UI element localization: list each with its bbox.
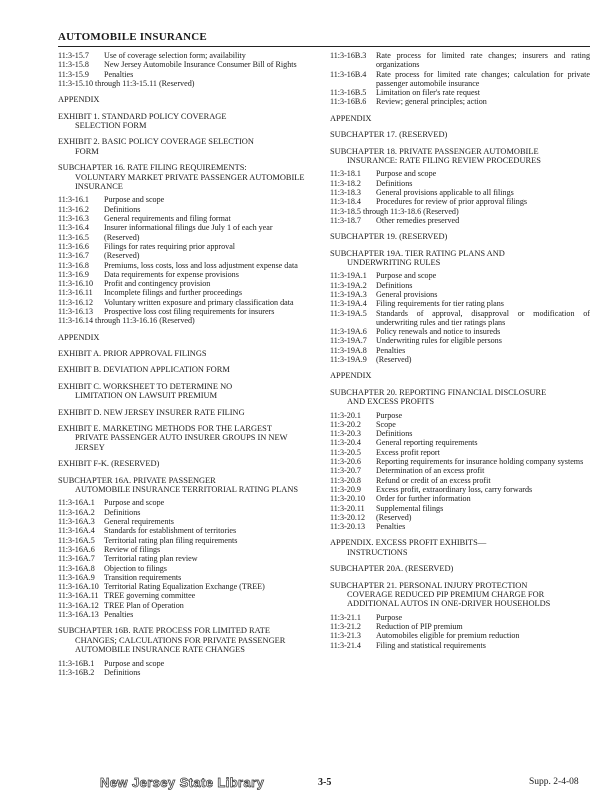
heading-line: EXHIBIT 1. STANDARD POLICY COVERAGE xyxy=(58,111,227,121)
supplement-date: Supp. 2-4-08 xyxy=(529,777,579,787)
section-number: 11:3-20.5 xyxy=(330,447,361,457)
section-title: Filing and statistical requirements xyxy=(376,640,486,650)
toc-entry xyxy=(330,613,590,622)
section-number: 11:3-16.3 xyxy=(58,214,89,224)
section-number: 11:3-16.11 xyxy=(58,288,93,298)
section-title: General requirements and filing format xyxy=(104,214,231,224)
heading-line: EXHIBIT C. WORKSHEET TO DETERMINE NO xyxy=(58,381,233,391)
toc-entry xyxy=(58,233,313,242)
section-heading xyxy=(58,333,313,342)
section-number: 11:3-16B.3 xyxy=(330,51,367,60)
toc-entry xyxy=(330,327,590,336)
section-title: Rate process for limited rate changes; calculation for private passenger automobile insurance xyxy=(376,69,590,88)
toc-entry xyxy=(58,270,313,279)
heading-line: SUBCHAPTER 16B. RATE PROCESS FOR LIMITED RATE xyxy=(58,626,270,636)
section-title: General requirements xyxy=(104,517,174,527)
section-title: Refund or credit of an excess profit xyxy=(376,475,491,485)
heading-line: SUBCHAPTER 20. REPORTING FINANCIAL DISCLOSURE xyxy=(330,387,547,397)
section-title: Purpose and scope xyxy=(376,169,437,179)
section-number: 11:3-16A.10 xyxy=(58,582,99,592)
heading-line: APPENDIX xyxy=(58,332,100,342)
toc-entry xyxy=(330,188,590,197)
section-number: 11:3-16A.8 xyxy=(58,563,95,573)
section-number: 11:3-16A.11 xyxy=(58,591,99,601)
toc-entry xyxy=(330,448,590,457)
toc-entry xyxy=(58,51,313,60)
section-title: Definitions xyxy=(376,280,413,290)
toc-entry xyxy=(330,51,590,70)
section-number: 11:3-16.9 xyxy=(58,269,89,279)
toc-entry xyxy=(58,70,313,79)
section-title: Definitions xyxy=(376,429,413,439)
heading-continuation: LIMITATION ON LAWSUIT PREMIUM xyxy=(75,391,218,401)
toc-entry xyxy=(330,336,590,345)
toc-entry-range xyxy=(58,79,313,88)
toc-entry xyxy=(330,411,590,420)
heading-continuation: AND EXCESS PROFITS xyxy=(347,397,435,407)
toc-entry xyxy=(58,288,313,297)
toc-entry xyxy=(330,641,590,650)
section-title: Excess profit, extraordinary loss, carry forwards xyxy=(376,484,533,494)
section-range: 11:3-18.5 through 11:3-18.6 (Reserved) xyxy=(330,206,459,216)
section-heading xyxy=(330,147,590,166)
toc-entry xyxy=(330,429,590,438)
section-title: Penalties xyxy=(104,610,134,620)
section-number: 11:3-20.7 xyxy=(330,466,361,476)
toc-entry xyxy=(58,610,313,619)
section-number: 11:3-16A.3 xyxy=(58,517,95,527)
section-number: 11:3-21.4 xyxy=(330,640,361,650)
section-heading xyxy=(58,626,313,654)
toc-entry xyxy=(330,179,590,188)
section-number: 11:3-20.9 xyxy=(330,484,361,494)
section-number: 11:3-16.10 xyxy=(58,279,93,289)
running-header: AUTOMOBILE INSURANCE xyxy=(58,31,207,43)
section-title: Territorial Rating Equalization Exchange (TREE) xyxy=(104,582,265,592)
toc-entry xyxy=(58,536,313,545)
section-heading xyxy=(58,112,313,131)
section-number: 11:3-16B.2 xyxy=(58,667,95,677)
section-number: 11:3-16.12 xyxy=(58,297,93,307)
toc-entry xyxy=(330,485,590,494)
section-heading xyxy=(58,365,313,374)
section-title: General provisions applicable to all filings xyxy=(376,188,514,197)
section-title: Rate process for limited rate changes; insurers and rating organizations xyxy=(376,51,590,70)
section-title: Data requirements for expense provisions xyxy=(104,269,239,279)
toc-entry xyxy=(330,346,590,355)
section-number: 11:3-19A.8 xyxy=(330,345,367,355)
heading-continuation: AUTOMOBILE INSURANCE TERRITORIAL RATING PLANS xyxy=(75,485,299,495)
section-title: Incomplete filings and further proceedings xyxy=(104,288,242,298)
section-number: 11:3-18.7 xyxy=(330,215,361,225)
section-number: 11:3-21.3 xyxy=(330,631,361,641)
section-heading xyxy=(330,564,590,573)
heading-line: APPENDIX xyxy=(330,113,372,123)
toc-entry xyxy=(58,195,313,204)
toc-entry xyxy=(330,169,590,178)
heading-continuation: INSURANCE: RATE FILING REVIEW PROCEDURES xyxy=(347,156,541,165)
section-title: Purpose and scope xyxy=(104,658,165,668)
toc-entry xyxy=(330,622,590,631)
section-heading xyxy=(330,130,590,139)
section-title: Premiums, loss costs, loss and loss adjustment expense data xyxy=(104,260,298,270)
section-title: Filings for rates requiring prior approval xyxy=(104,241,236,251)
toc-entry xyxy=(58,508,313,517)
section-heading xyxy=(330,232,590,241)
section-number: 11:3-20.13 xyxy=(330,522,365,532)
section-number: 11:3-18.2 xyxy=(330,178,361,188)
section-title: Order for further information xyxy=(376,494,471,504)
section-number: 11:3-16A.6 xyxy=(58,544,95,554)
heading-line: EXHIBIT 2. BASIC POLICY COVERAGE SELECTION xyxy=(58,137,254,147)
heading-continuation: CHANGES; CALCULATIONS FOR PRIVATE PASSENGER AUTOMOBILE INSURANCE RATE CHANGES xyxy=(75,635,286,655)
toc-entry xyxy=(58,223,313,232)
toc-entry xyxy=(330,271,590,280)
section-heading xyxy=(58,95,313,104)
section-number: 11:3-20.10 xyxy=(330,494,365,504)
heading-continuation: UNDERWRITING RULES xyxy=(347,258,441,267)
section-title: (Reserved) xyxy=(376,512,412,522)
section-title: Penalties xyxy=(376,345,406,355)
toc-entry xyxy=(58,526,313,535)
section-title: Review of filings xyxy=(104,544,161,554)
toc-entry xyxy=(58,298,313,307)
toc-entry xyxy=(58,261,313,270)
section-number: 11:3-16.4 xyxy=(58,223,89,233)
heading-continuation: FORM xyxy=(75,146,99,156)
toc-entry xyxy=(330,457,590,466)
section-title: Automobiles eligible for premium reduction xyxy=(376,631,520,641)
heading-continuation: SELECTION FORM xyxy=(75,121,147,130)
section-title: Transition requirements xyxy=(104,572,182,582)
section-title: Standards of approval, disapproval or modification of underwriting rules and tier ratings plans xyxy=(376,308,590,327)
toc-entry xyxy=(58,60,313,69)
toc-entry-range xyxy=(58,316,313,325)
section-heading xyxy=(58,424,313,452)
heading-line: SUBCHAPTER 16. RATE FILING REQUIREMENTS: xyxy=(58,163,247,173)
section-number: 11:3-16A.2 xyxy=(58,507,95,517)
section-title: Profit and contingency provision xyxy=(104,279,211,289)
section-title: New Jersey Automobile Insurance Consumer Bill of Rights xyxy=(104,60,297,70)
section-number: 11:3-16A.7 xyxy=(58,554,95,564)
section-number: 11:3-16A.4 xyxy=(58,526,95,536)
header-rule xyxy=(58,46,590,47)
section-number: 11:3-16A.9 xyxy=(58,572,95,582)
section-title: Purpose xyxy=(376,410,403,420)
heading-line: SUBCHAPTER 21. PERSONAL INJURY PROTECTION xyxy=(330,580,528,590)
section-number: 11:3-16.5 xyxy=(58,232,89,242)
section-title: General provisions xyxy=(376,290,438,299)
section-number: 11:3-16.1 xyxy=(58,195,89,205)
section-title: Standards for establishment of territories xyxy=(104,526,237,536)
section-heading xyxy=(330,581,590,609)
section-title: (Reserved) xyxy=(376,355,412,365)
section-title: Voluntary written exposure and primary classification data xyxy=(104,297,294,307)
section-number: 11:3-16.6 xyxy=(58,241,89,251)
toc-entry xyxy=(330,97,590,106)
toc-entry xyxy=(58,242,313,251)
section-number: 11:3-16A.13 xyxy=(58,610,99,620)
toc-entry xyxy=(58,205,313,214)
section-number: 11:3-16A.1 xyxy=(58,498,95,508)
section-title: Procedures for review of prior approval filings xyxy=(376,197,528,207)
section-number: 11:3-19A.9 xyxy=(330,355,367,365)
section-title: Purpose xyxy=(376,612,403,622)
heading-line: EXHIBIT F-K. (RESERVED) xyxy=(58,459,160,469)
toc-entry xyxy=(58,251,313,260)
toc-entry xyxy=(58,573,313,582)
right-column xyxy=(330,51,590,650)
heading-continuation: PRIVATE PASSENGER AUTO INSURER GROUPS IN NEW JERSEY xyxy=(75,433,288,452)
section-number: 11:3-21.2 xyxy=(330,622,361,632)
toc-entry xyxy=(58,659,313,668)
section-number: 11:3-19A.6 xyxy=(330,327,367,337)
section-number: 11:3-19A.7 xyxy=(330,336,367,346)
toc-entry xyxy=(58,591,313,600)
section-title: Definitions xyxy=(104,667,141,677)
section-title: Policy renewals and notice to insureds xyxy=(376,327,501,337)
toc-entry xyxy=(330,631,590,640)
section-number: 11:3-16B.6 xyxy=(330,97,367,107)
section-number: 11:3-16B.4 xyxy=(330,69,367,79)
toc-entry xyxy=(330,299,590,308)
section-title: Territorial rating plan review xyxy=(104,554,198,564)
section-number: 11:3-19A.3 xyxy=(330,290,367,299)
section-number: 11:3-19A.5 xyxy=(330,308,367,318)
toc-entry xyxy=(330,420,590,429)
section-title: Other remedies preserved xyxy=(376,215,460,225)
heading-line: SUBCHAPTER 17. (RESERVED) xyxy=(330,130,448,140)
section-number: 11:3-19A.1 xyxy=(330,271,367,281)
section-heading xyxy=(330,249,590,268)
toc-entry xyxy=(330,88,590,97)
section-title: Reporting requirements for insurance holding company systems xyxy=(376,457,584,467)
section-heading xyxy=(58,137,313,156)
heading-line: SUBCHAPTER 16A. PRIVATE PASSENGER xyxy=(58,475,216,485)
section-number: 11:3-19A.2 xyxy=(330,280,367,290)
section-number: 11:3-16.13 xyxy=(58,307,93,316)
section-title: Review; general principles; action xyxy=(376,97,487,107)
section-title: Supplemental filings xyxy=(376,503,444,513)
section-title: Definitions xyxy=(104,204,141,214)
section-title: Determination of an excess profit xyxy=(376,466,485,476)
heading-line: SUBCHAPTER 19A. TIER RATING PLANS AND xyxy=(330,248,505,258)
toc-entry xyxy=(330,216,590,225)
toc-entry xyxy=(58,279,313,288)
toc-entry xyxy=(58,564,313,573)
toc-entry xyxy=(58,307,313,316)
section-number: 11:3-20.12 xyxy=(330,512,365,522)
toc-entry xyxy=(330,309,590,328)
toc-entry xyxy=(330,438,590,447)
toc-entry xyxy=(58,214,313,223)
toc-entry xyxy=(330,522,590,531)
heading-line: SUBCHAPTER 20A. (RESERVED) xyxy=(330,564,454,574)
section-title: Limitation on filer's rate request xyxy=(376,88,480,98)
section-title: Filing requirements for tier rating plans xyxy=(376,299,504,309)
toc-entry xyxy=(330,466,590,475)
section-heading xyxy=(58,408,313,417)
section-number: 11:3-15.8 xyxy=(58,60,89,70)
section-number: 11:3-20.1 xyxy=(330,410,361,420)
section-title: Penalties xyxy=(376,522,406,532)
section-number: 11:3-18.3 xyxy=(330,188,361,197)
heading-line: APPENDIX xyxy=(58,95,100,105)
section-title: Reduction of PIP premium xyxy=(376,622,463,632)
section-heading xyxy=(330,114,590,123)
heading-line: SUBCHAPTER 18. PRIVATE PASSENGER AUTOMOBILE xyxy=(330,146,539,156)
toc-entry xyxy=(330,70,590,89)
section-number: 11:3-16A.12 xyxy=(58,600,99,610)
section-heading xyxy=(58,349,313,358)
heading-line: SUBCHAPTER 19. (RESERVED) xyxy=(330,232,448,242)
toc-entry xyxy=(330,355,590,364)
toc-entry xyxy=(330,290,590,299)
section-number: 11:3-20.6 xyxy=(330,457,361,467)
section-number: 11:3-15.7 xyxy=(58,51,89,60)
page-number: 3-5 xyxy=(318,777,332,788)
section-number: 11:3-20.2 xyxy=(330,419,361,429)
toc-entry xyxy=(330,281,590,290)
section-heading xyxy=(58,382,313,401)
section-number: 11:3-18.1 xyxy=(330,169,361,179)
section-title: Underwriting rules for eligible persons xyxy=(376,336,502,346)
heading-line: EXHIBIT A. PRIOR APPROVAL FILINGS xyxy=(58,349,207,358)
section-number: 11:3-16B.5 xyxy=(330,88,367,98)
heading-continuation: INSTRUCTIONS xyxy=(347,547,408,557)
section-number: 11:3-16A.5 xyxy=(58,535,95,545)
toc-entry xyxy=(58,601,313,610)
toc-entry-range xyxy=(330,207,590,216)
toc-entry xyxy=(330,504,590,513)
section-heading xyxy=(58,459,313,468)
section-title: Definitions xyxy=(104,507,141,517)
section-number: 11:3-16B.1 xyxy=(58,658,95,668)
section-title: Purpose and scope xyxy=(104,498,165,508)
section-number: 11:3-21.1 xyxy=(330,612,361,622)
toc-entry xyxy=(58,554,313,563)
section-title: (Reserved) xyxy=(104,251,140,261)
section-range: 11:3-16.14 through 11:3-16.16 (Reserved) xyxy=(58,316,195,326)
section-number: 11:3-19A.4 xyxy=(330,299,367,309)
section-title: Purpose and scope xyxy=(376,271,437,281)
heading-line: APPENDIX. EXCESS PROFIT EXHIBITS— xyxy=(330,538,487,548)
toc-entry xyxy=(330,494,590,503)
section-title: Prospective loss cost filing requirements for insurers xyxy=(104,307,275,316)
section-title: (Reserved) xyxy=(104,232,140,242)
heading-continuation: COVERAGE REDUCED PIP PREMIUM CHARGE FOR ADDITIONAL AUTOS IN ONE-DRIVER HOUSEHOLDS xyxy=(347,590,551,609)
toc-entry xyxy=(330,197,590,206)
section-title: TREE governing committee xyxy=(104,591,196,601)
left-column xyxy=(58,51,313,677)
section-title: Objection to filings xyxy=(104,563,167,573)
heading-continuation: VOLUNTARY MARKET PRIVATE PASSENGER AUTOMOBILE INSURANCE xyxy=(75,172,305,192)
section-title: Penalties xyxy=(104,69,134,79)
section-range: 11:3-15.10 through 11:3-15.11 (Reserved) xyxy=(58,78,195,88)
heading-line: EXHIBIT D. NEW JERSEY INSURER RATE FILING xyxy=(58,407,245,417)
section-number: 11:3-16.8 xyxy=(58,260,89,270)
section-title: Scope xyxy=(376,419,396,429)
toc-entry xyxy=(330,513,590,522)
section-number: 11:3-16.7 xyxy=(58,251,89,261)
section-heading xyxy=(330,371,590,380)
toc-entry xyxy=(58,498,313,507)
section-title: Insurer informational filings due July 1 of each year xyxy=(104,223,273,233)
toc-entry xyxy=(330,476,590,485)
section-title: Definitions xyxy=(376,178,413,188)
heading-line: EXHIBIT E. MARKETING METHODS FOR THE LARGEST xyxy=(58,424,272,434)
section-number: 11:3-15.9 xyxy=(58,69,89,79)
section-number: 11:3-20.3 xyxy=(330,429,361,439)
section-number: 11:3-20.8 xyxy=(330,475,361,485)
toc-entry xyxy=(58,582,313,591)
section-heading xyxy=(58,476,313,495)
section-number: 11:3-20.4 xyxy=(330,438,361,448)
section-heading xyxy=(330,388,590,407)
heading-line: EXHIBIT B. DEVIATION APPLICATION FORM xyxy=(58,365,230,375)
section-number: 11:3-20.11 xyxy=(330,503,365,513)
section-title: Excess profit report xyxy=(376,447,440,457)
section-heading xyxy=(58,163,313,191)
section-title: TREE Plan of Operation xyxy=(104,600,184,610)
section-heading xyxy=(330,538,590,557)
toc-entry xyxy=(58,545,313,554)
toc-entry xyxy=(58,668,313,677)
section-title: Use of coverage selection form; availability xyxy=(104,51,246,60)
heading-line: APPENDIX xyxy=(330,371,372,381)
toc-entry xyxy=(58,517,313,526)
library-logo: New Jersey State Library xyxy=(100,775,265,790)
section-number: 11:3-16.2 xyxy=(58,204,89,214)
section-title: General reporting requirements xyxy=(376,438,478,448)
section-number: 11:3-18.4 xyxy=(330,197,361,207)
section-title: Territorial rating plan filing requirements xyxy=(104,535,238,545)
section-title: Purpose and scope xyxy=(104,195,165,205)
